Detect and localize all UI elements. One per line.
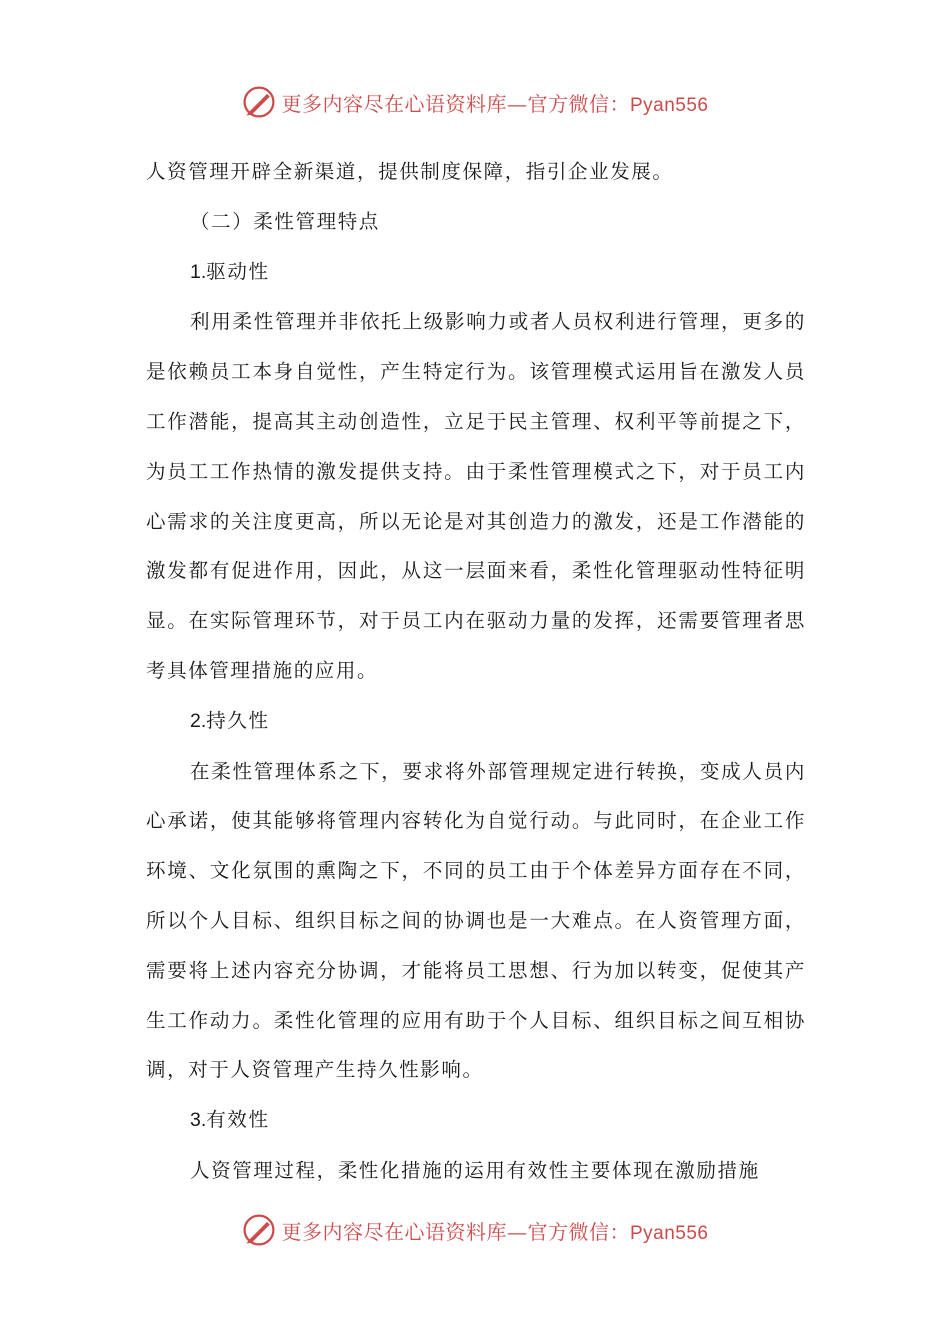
wechat-id: Pyan556 xyxy=(629,1222,709,1244)
wechat-id: Pyan556 xyxy=(629,94,709,116)
footer-banner xyxy=(0,1208,950,1252)
section-title: （二）柔性管理特点 xyxy=(190,209,380,233)
pen-logo-icon xyxy=(241,1212,277,1248)
item-heading: 1.驱动性 xyxy=(190,259,270,283)
item-paragraph: 在柔性管理体系之下，要求将外部管理规定进行转换，变成人员内心承诺，使其能够将管理内容转化为自觉行动。与此同时，在企业工作环境、文化氛围的熏陶之下，不同的员工由于个体差异方面存在不同，所以个人目标、组织目标之间的协调也是一大难点。在人资管理方面，需要将上述内容充分协调，才能将员工思想、行为加以转变，促使其产生工作动力。柔性化管理的应用有助于个人目标、组织目标之间互相协调，对于人资管理产生持久性影响。 xyxy=(146,759,806,1082)
pen-logo-icon xyxy=(241,84,277,120)
banner-text: 更多内容尽在心语资料库—官方微信：Pyan556 xyxy=(281,1219,709,1244)
item-paragraph: 人资管理过程，柔性化措施的运用有效性主要体现在激励措施 xyxy=(190,1158,760,1182)
item-heading: 2.持久性 xyxy=(190,708,270,732)
header-banner xyxy=(0,80,950,124)
continued-line: 人资管理开辟全新渠道，提供制度保障，指引企业发展。 xyxy=(146,160,674,183)
document-body xyxy=(146,147,806,1196)
item-heading: 3.有效性 xyxy=(190,1108,270,1132)
item-paragraph: 利用柔性管理并非依托上级影响力或者人员权利进行管理，更多的是依赖员工本身自觉性，产生特定行为。该管理模式运用旨在激发人员工作潜能，提高其主动创造性，立足于民主管理、权利平等前提之下，为员工工作热情的激发提供支持。由于柔性管理模式之下，对于员工内心需求的关注度更高，所以无论是对其创造力的激发，还是工作潜能的激发都有促进作用，因此，从这一层面来看，柔性化管理驱动性特征明显。在实际管理环节，对于员工内在驱动力量的发挥，还需要管理者思考具体管理措施的应用。 xyxy=(146,310,806,682)
banner-text: 更多内容尽在心语资料库—官方微信：Pyan556 xyxy=(281,91,709,116)
